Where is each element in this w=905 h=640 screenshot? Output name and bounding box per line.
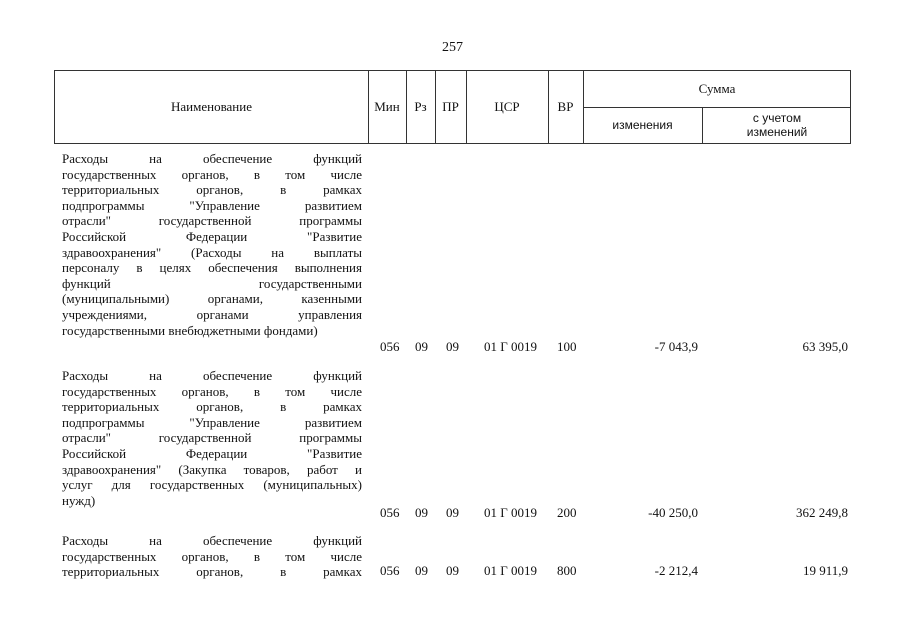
name-line: подпрограммы "Управление развитием bbox=[62, 414, 362, 430]
cell-change: -2 212,4 bbox=[654, 563, 698, 578]
header-rz: Рз bbox=[414, 99, 427, 114]
name-line: Российской Федерации "Развитие bbox=[62, 228, 362, 244]
name-line: (муниципальными) органами, казенными bbox=[62, 291, 362, 307]
name-line: нужд) bbox=[62, 492, 96, 508]
page-number: 257 bbox=[442, 40, 463, 55]
name-line: Российской Федерации "Развитие bbox=[62, 445, 362, 461]
cell-vr: 800 bbox=[557, 563, 577, 578]
cell-min: 056 bbox=[380, 505, 400, 520]
cell-pr: 09 bbox=[446, 505, 459, 520]
cell-csr: 01 Г 0019 bbox=[484, 339, 538, 354]
header-csr: ЦСР bbox=[494, 99, 520, 114]
name-line: подпрограммы "Управление развитием bbox=[62, 197, 362, 213]
header-vr: ВР bbox=[557, 99, 574, 114]
name-line: персоналу в целях обеспечения выполнения bbox=[62, 260, 362, 276]
cell-total: 362 249,8 bbox=[796, 505, 848, 520]
name-line: отрасли" государственной программы bbox=[62, 213, 362, 229]
header-with-change-line1: с учетом bbox=[752, 111, 802, 125]
name-line: Расходы на обеспечение функций bbox=[62, 151, 362, 166]
cell-rz: 09 bbox=[415, 505, 428, 520]
row-name bbox=[62, 368, 362, 508]
row-name bbox=[62, 151, 362, 338]
name-line: услуг для государственных (муниципальных) bbox=[62, 477, 362, 493]
name-line: территориальных органов, в рамках bbox=[62, 564, 362, 580]
name-line: территориальных органов, в рамках bbox=[62, 399, 362, 415]
name-line: Расходы на обеспечение функций bbox=[62, 368, 362, 383]
name-line: государственными внебюджетными фондами) bbox=[62, 322, 318, 338]
cell-pr: 09 bbox=[446, 563, 459, 578]
name-line: Расходы на обеспечение функций bbox=[62, 533, 362, 548]
cell-change: -7 043,9 bbox=[654, 339, 698, 354]
cell-vr: 100 bbox=[557, 339, 577, 354]
header-name: Наименование bbox=[171, 99, 252, 114]
header-change: изменения bbox=[612, 118, 673, 132]
cell-vr: 200 bbox=[557, 505, 577, 520]
header-with-change bbox=[703, 107, 851, 143]
name-line: функций государственными bbox=[62, 275, 362, 291]
cell-rz: 09 bbox=[415, 339, 428, 354]
row-name bbox=[62, 533, 362, 580]
cell-min: 056 bbox=[380, 339, 400, 354]
cell-total: 63 395,0 bbox=[802, 339, 848, 354]
cell-csr: 01 Г 0019 bbox=[484, 505, 538, 520]
name-line: отрасли" государственной программы bbox=[62, 430, 362, 446]
name-line: учреждениями, органами управления bbox=[62, 306, 362, 322]
name-line: здравоохранения" (Закупка товаров, работ и bbox=[62, 461, 362, 477]
cell-min: 056 bbox=[380, 563, 400, 578]
name-line: государственных органов, в том числе bbox=[62, 383, 362, 399]
cell-csr: 01 Г 0019 bbox=[484, 563, 538, 578]
header-min: Мин bbox=[374, 99, 400, 114]
cell-rz: 09 bbox=[415, 563, 428, 578]
name-line: здравоохранения" (Расходы на выплаты bbox=[62, 244, 362, 260]
cell-total: 19 911,9 bbox=[802, 563, 848, 578]
name-line: территориальных органов, в рамках bbox=[62, 182, 362, 198]
table-header bbox=[54, 70, 851, 144]
header-with-change-line2: изменений bbox=[746, 125, 808, 139]
header-sum: Сумма bbox=[583, 71, 851, 108]
name-line: государственных органов, в том числе bbox=[62, 548, 362, 564]
cell-pr: 09 bbox=[446, 339, 459, 354]
header-pr: ПР bbox=[442, 99, 459, 114]
name-line: государственных органов, в том числе bbox=[62, 166, 362, 182]
cell-change: -40 250,0 bbox=[648, 505, 698, 520]
